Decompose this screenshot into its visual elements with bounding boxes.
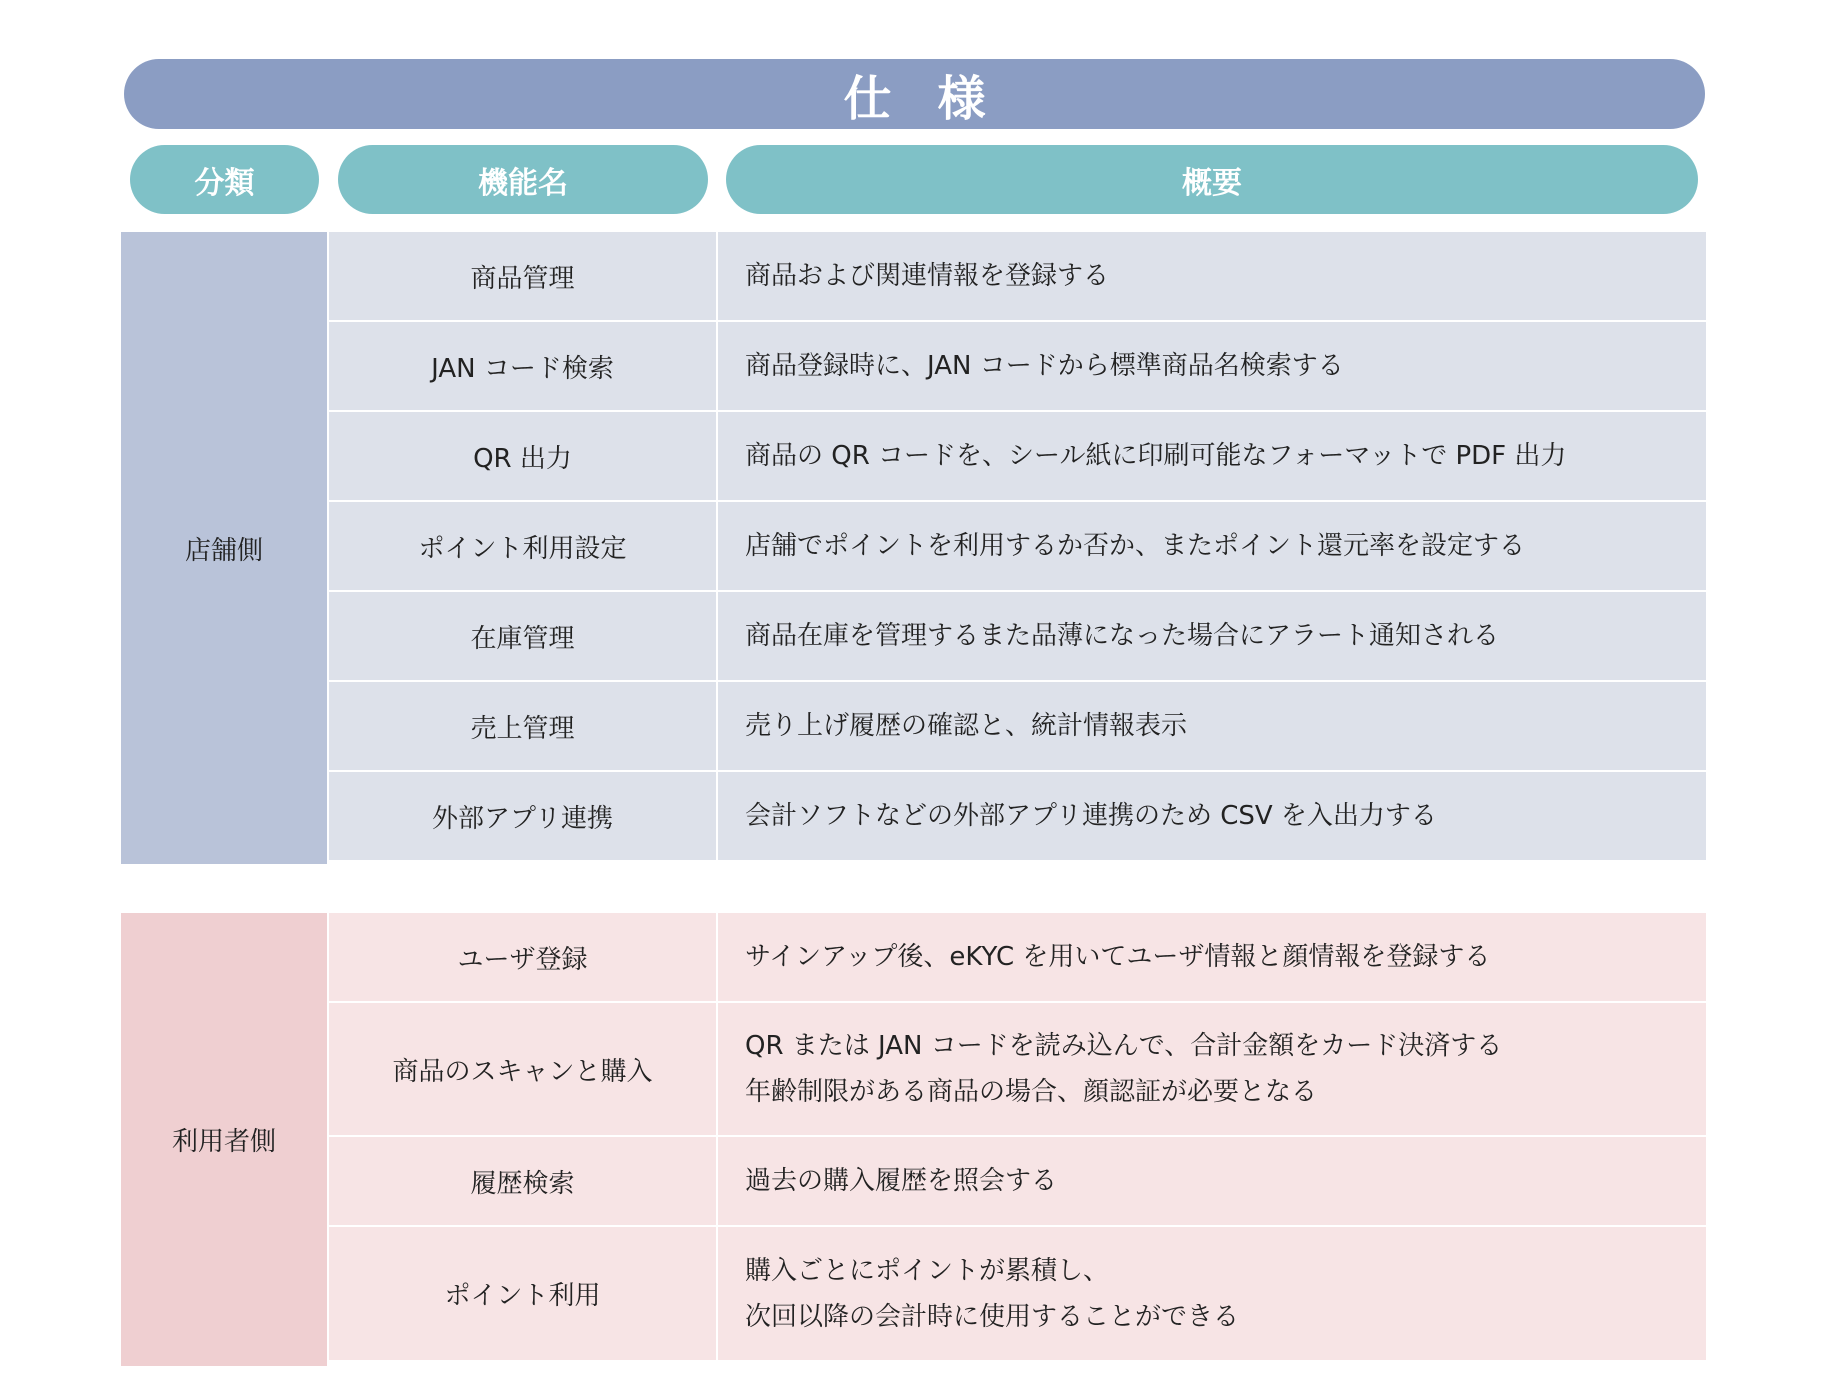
function-name-cell: 外部アプリ連携 [329, 772, 716, 860]
description-line: 商品および関連情報を登録する [745, 261, 1110, 291]
header-function: 機能名 [338, 145, 708, 214]
description-cell [718, 1227, 1706, 1360]
table-row [329, 232, 1706, 320]
function-name-cell: 商品管理 [329, 232, 716, 320]
function-name-cell: ユーザ登録 [329, 913, 716, 1001]
store-section [121, 232, 1706, 864]
function-name-cell: 履歴検索 [329, 1137, 716, 1225]
description-line: 過去の購入履歴を照会する [745, 1166, 1058, 1196]
function-name-cell: 商品のスキャンと購入 [329, 1003, 716, 1135]
description-cell [718, 1003, 1706, 1135]
description-line: 商品登録時に、JAN コードから標準商品名検索する [745, 351, 1344, 381]
table-row [329, 1227, 1706, 1360]
description-cell [718, 682, 1706, 770]
user-section [121, 913, 1706, 1366]
page-title: 仕様 [843, 70, 1032, 127]
function-name-cell: JAN コード検索 [329, 322, 716, 410]
description-line: 会計ソフトなどの外部アプリ連携のため CSV を入出力する [745, 801, 1437, 831]
function-name-cell: ポイント利用 [329, 1227, 716, 1360]
description-cell [718, 913, 1706, 1001]
store-category-label: 店舗側 [121, 232, 327, 864]
table-row [329, 682, 1706, 770]
user-category-label: 利用者側 [121, 913, 327, 1366]
table-row [329, 412, 1706, 500]
description-line: 年齢制限がある商品の場合、顔認証が必要となる [745, 1077, 1318, 1107]
title-banner [124, 59, 1705, 129]
header-category: 分類 [130, 145, 319, 214]
description-cell [718, 412, 1706, 500]
description-cell [718, 502, 1706, 590]
table-row [329, 502, 1706, 590]
description-cell [718, 1137, 1706, 1225]
description-line: サインアップ後、eKYC を用いてユーザ情報と顔情報を登録する [745, 942, 1491, 972]
description-line: 店舗でポイントを利用するか否か、またポイント還元率を設定する [745, 531, 1526, 561]
table-row [329, 913, 1706, 1001]
function-name-cell: 在庫管理 [329, 592, 716, 680]
header-description: 概要 [726, 145, 1698, 214]
user-rows [329, 913, 1706, 1366]
description-line: 次回以降の会計時に使用することができる [745, 1301, 1240, 1332]
description-cell [718, 322, 1706, 410]
description-line: 商品の QR コードを、シール紙に印刷可能なフォーマットで PDF 出力 [745, 441, 1567, 471]
table-row [329, 1137, 1706, 1225]
description-line: 商品在庫を管理するまた品薄になった場合にアラート通知される [745, 621, 1500, 651]
table-row [329, 592, 1706, 680]
store-rows [329, 232, 1706, 864]
table-row [329, 322, 1706, 410]
table-row [329, 1003, 1706, 1135]
description-cell [718, 772, 1706, 860]
description-cell [718, 232, 1706, 320]
description-line: 購入ごとにポイントが累積し、 [745, 1255, 1110, 1286]
description-line: QR または JAN コードを読み込んで、合計金額をカード決済する [745, 1031, 1503, 1061]
table-row [329, 772, 1706, 860]
function-name-cell: QR 出力 [329, 412, 716, 500]
description-line: 売り上げ履歴の確認と、統計情報表示 [745, 711, 1188, 741]
description-cell [718, 592, 1706, 680]
function-name-cell: ポイント利用設定 [329, 502, 716, 590]
function-name-cell: 売上管理 [329, 682, 716, 770]
